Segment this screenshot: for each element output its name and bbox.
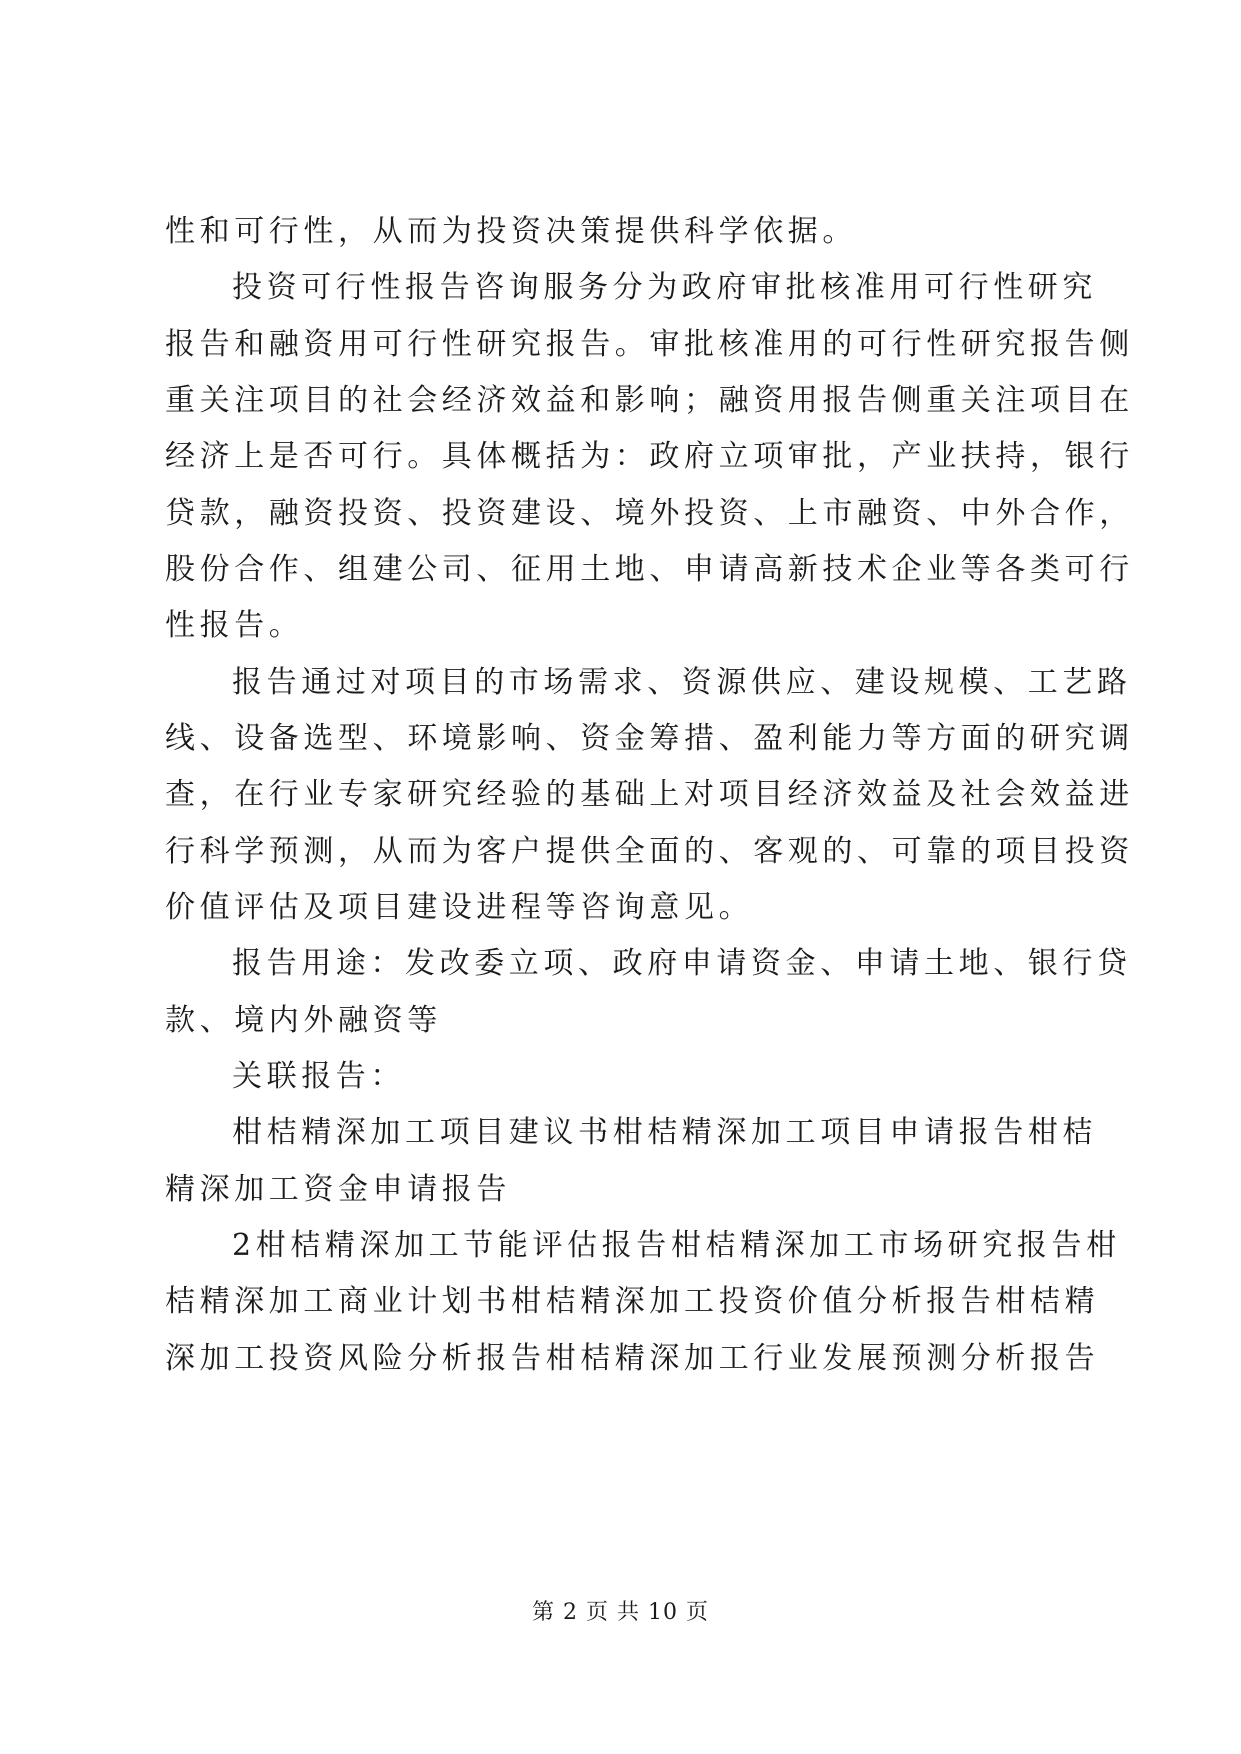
text-line: 行科学预测，从而为客户提供全面的、客观的、可靠的项目投资 xyxy=(165,834,1134,869)
text-line: 贷款，融资投资、投资建设、境外投资、上市融资、中外合作， xyxy=(165,496,1134,531)
paragraph-first-line: 报告用途：发改委立项、政府申请资金、申请土地、银行贷 xyxy=(232,946,1132,981)
text-line: 桔精深加工商业计划书柑桔精深加工投资价值分析报告柑桔精 xyxy=(165,1284,1100,1319)
paragraph-first-line: 关联报告： xyxy=(232,1059,405,1094)
text-line: 线、设备选型、环境影响、资金筹措、盈利能力等方面的研究调 xyxy=(165,721,1134,756)
text-line: 股份合作、组建公司、征用土地、申请高新技术企业等各类可行 xyxy=(165,552,1134,587)
paragraph-first-line: 柑桔精深加工项目建议书柑桔精深加工项目申请报告柑桔 xyxy=(232,1115,1097,1150)
text-line: 经济上是否可行。具体概括为：政府立项审批，产业扶持，银行 xyxy=(165,439,1134,474)
paragraph-first-line: 投资可行性报告咨询服务分为政府审批核准用可行性研究 xyxy=(232,270,1097,305)
text-line: 重关注项目的社会经济效益和影响；融资用报告侧重关注项目在 xyxy=(165,383,1134,418)
text-line: 款、境内外融资等 xyxy=(165,1003,442,1038)
text-line: 性报告。 xyxy=(165,608,304,643)
paragraph-first-line: 2柑桔精深加工节能评估报告柑桔精深加工市场研究报告柑 xyxy=(232,1228,1121,1263)
paragraph-first-line: 报告通过对项目的市场需求、资源供应、建设规模、工艺路 xyxy=(232,665,1132,700)
text-line: 查，在行业专家研究经验的基础上对项目经济效益及社会效益进 xyxy=(165,777,1134,812)
text-line: 报告和融资用可行性研究报告。审批核准用的可行性研究报告侧 xyxy=(165,327,1134,362)
text-line: 性和可行性，从而为投资决策提供科学依据。 xyxy=(165,214,857,249)
text-line: 价值评估及项目建设进程等咨询意见。 xyxy=(165,890,754,925)
text-line: 深加工投资风险分析报告柑桔精深加工行业发展预测分析报告 xyxy=(165,1341,1100,1376)
page-number-footer: 第 2 页 共 10 页 xyxy=(532,1600,709,1625)
text-line: 精深加工资金申请报告 xyxy=(165,1172,511,1207)
